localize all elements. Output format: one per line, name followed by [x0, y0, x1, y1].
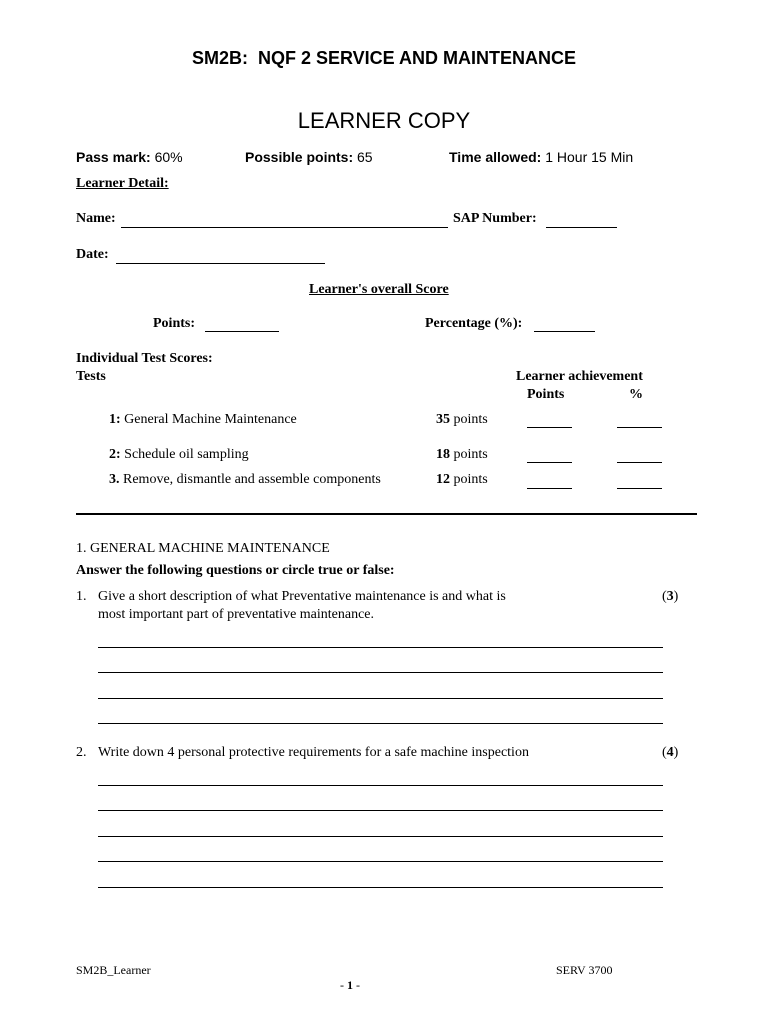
marks-number: 4 — [666, 745, 674, 760]
pass-mark-label: Pass mark: — [76, 149, 151, 165]
test-points-number: 18 — [436, 447, 450, 462]
overall-percentage-label: Percentage (%): — [425, 316, 523, 331]
test-name: Remove, dismantle and assemble components — [123, 472, 381, 487]
date-label: Date: — [76, 247, 109, 262]
answer-line[interactable] — [98, 785, 663, 786]
answer-line[interactable] — [98, 698, 663, 699]
section-instruction: Answer the following questions or circle true or false: — [76, 563, 395, 578]
test-number: 2: — [109, 447, 121, 462]
answer-line[interactable] — [98, 887, 663, 888]
sap-number-label: SAP Number: — [453, 211, 537, 226]
question-number: 2. — [76, 745, 87, 760]
section-divider — [76, 513, 697, 515]
time-allowed — [449, 149, 633, 165]
date-field[interactable] — [116, 263, 325, 264]
tests-column-header: Tests — [76, 369, 106, 384]
question-text: Write down 4 personal protective requirements for a safe machine inspection — [98, 745, 529, 760]
percent-column-header: % — [629, 387, 643, 402]
footer-right: SERV 3700 — [556, 963, 613, 977]
test-points-number: 35 — [436, 412, 450, 427]
test-row — [109, 447, 249, 463]
footer-left: SM2B_Learner — [76, 963, 151, 977]
test-scores-heading: Individual Test Scores: — [76, 351, 213, 366]
marks-close: ) — [673, 589, 679, 604]
marks-number: 3 — [666, 589, 674, 604]
test-number: 1: — [109, 412, 121, 427]
pass-mark-value: 60% — [154, 149, 183, 165]
test-name: General Machine Maintenance — [124, 412, 297, 427]
marks-open: ( — [662, 745, 667, 760]
answer-line[interactable] — [98, 861, 663, 862]
sap-number-field[interactable] — [546, 227, 617, 228]
name-label: Name: — [76, 211, 116, 226]
answer-line[interactable] — [98, 672, 663, 673]
question-marks — [662, 589, 678, 605]
overall-points-label: Points: — [153, 316, 195, 331]
name-field[interactable] — [121, 227, 448, 228]
answer-line[interactable] — [98, 836, 663, 837]
test-percent-field[interactable] — [617, 488, 662, 489]
possible-points-value: 65 — [357, 149, 373, 165]
test-points-field[interactable] — [527, 488, 572, 489]
page-number-prefix: - — [340, 978, 347, 992]
test-points-unit: points — [453, 412, 488, 427]
section-heading: 1. GENERAL MACHINE MAINTENANCE — [76, 541, 330, 556]
test-points — [436, 472, 488, 488]
test-percent-field[interactable] — [617, 427, 662, 428]
overall-points-field[interactable] — [205, 331, 279, 332]
test-points — [436, 447, 488, 463]
answer-line[interactable] — [98, 647, 663, 648]
page-number: 1 — [347, 978, 353, 992]
test-points — [436, 412, 488, 428]
test-row — [109, 412, 297, 428]
possible-points — [245, 149, 373, 165]
time-allowed-value: 1 Hour 15 Min — [545, 149, 634, 165]
overall-score-heading: Learner's overall Score — [309, 282, 449, 297]
test-points-unit: points — [453, 447, 488, 462]
question-marks — [662, 745, 678, 761]
learner-detail-heading: Learner Detail: — [76, 176, 169, 191]
marks-open: ( — [662, 589, 667, 604]
test-row — [109, 472, 381, 488]
page-number-suffix: - — [353, 978, 360, 992]
test-name: Schedule oil sampling — [124, 447, 249, 462]
question-number: 1. — [76, 589, 87, 604]
possible-points-label: Possible points: — [245, 149, 354, 165]
test-points-unit: points — [453, 472, 488, 487]
question-text: most important part of preventative maintenance. — [98, 607, 375, 622]
test-points-field[interactable] — [527, 427, 572, 428]
document-title: SM2B: NQF 2 SERVICE AND MAINTENANCE — [191, 48, 577, 68]
answer-line[interactable] — [98, 723, 663, 724]
pass-mark — [76, 149, 183, 165]
marks-close: ) — [673, 745, 679, 760]
footer-page-number — [334, 963, 360, 993]
test-number: 3. — [109, 472, 120, 487]
document-subtitle: LEARNER COPY — [297, 108, 471, 133]
test-percent-field[interactable] — [617, 462, 662, 463]
achievement-column-header: Learner achievement — [516, 369, 643, 384]
answer-line[interactable] — [98, 810, 663, 811]
points-column-header: Points — [527, 387, 565, 402]
overall-percentage-field[interactable] — [534, 331, 595, 332]
question-text: Give a short description of what Preventative maintenance is and what is — [98, 589, 506, 604]
time-allowed-label: Time allowed: — [449, 149, 542, 165]
test-points-field[interactable] — [527, 462, 572, 463]
test-points-number: 12 — [436, 472, 450, 487]
